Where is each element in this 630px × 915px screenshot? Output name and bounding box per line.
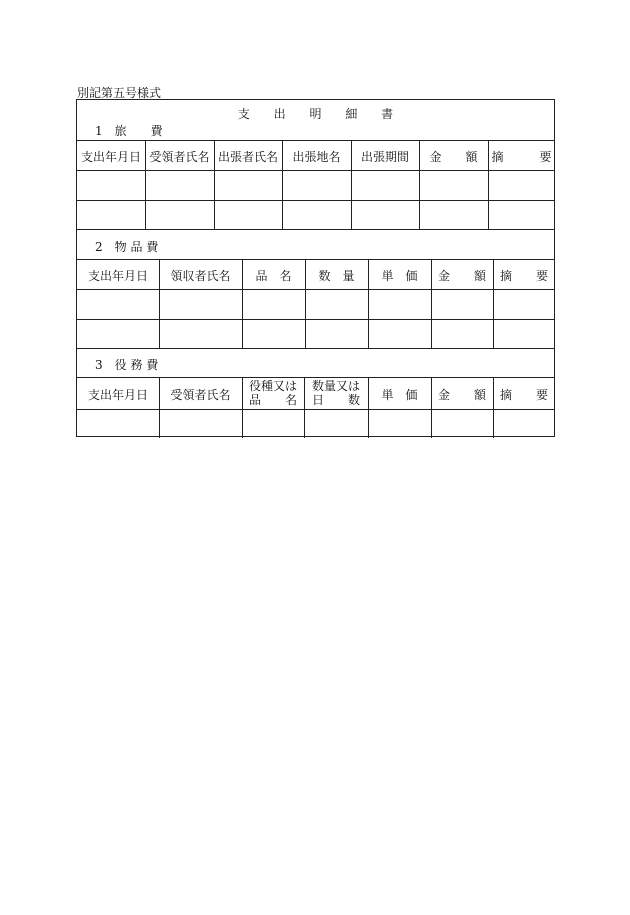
section-name: 旅 費 <box>114 124 163 138</box>
title-char: 明 <box>309 107 322 121</box>
title-char: 細 <box>345 107 358 121</box>
section-service-label <box>95 356 158 373</box>
section-number: 1 <box>95 124 103 138</box>
col-header: 領収者氏名 <box>170 269 231 283</box>
section-goods-label <box>95 238 158 255</box>
section-number: 3 <box>95 358 103 372</box>
expense-detail-form <box>76 99 555 437</box>
col-header: 出張期間 <box>360 150 409 164</box>
title-char: 出 <box>273 107 286 121</box>
col-header: 数 量 <box>318 269 355 283</box>
col-header: 受領者氏名 <box>149 150 210 164</box>
col-header: 摘 要 <box>499 269 548 283</box>
col-header: 支出年月日 <box>87 388 148 402</box>
section-name: 物 品 費 <box>114 240 159 254</box>
col-header: 摘 要 <box>491 150 552 164</box>
col-header: 出張地名 <box>292 150 341 164</box>
col-header: 品 名 <box>255 269 292 283</box>
form-label: 別記第五号様式 <box>77 86 162 100</box>
title-char: 支 <box>237 107 250 121</box>
col-header: 受領者氏名 <box>170 388 231 402</box>
form-title <box>77 105 554 122</box>
col-header: 金 額 <box>429 150 478 164</box>
col-header: 出張者氏名 <box>217 150 278 164</box>
col-header: 支出年月日 <box>87 269 148 283</box>
col-header: 単 価 <box>381 269 418 283</box>
col-header: 金 額 <box>437 388 486 402</box>
section-travel-label <box>95 122 163 139</box>
section-name: 役 務 費 <box>114 358 159 372</box>
col-header: 支出年月日 <box>80 150 141 164</box>
section-number: 2 <box>95 240 103 254</box>
col-header: 金 額 <box>437 269 486 283</box>
title-char: 書 <box>381 107 394 121</box>
col-header: 単 価 <box>381 388 418 402</box>
col-header: 摘 要 <box>499 388 548 402</box>
col-header: 役種又は 品 名 <box>248 379 297 407</box>
col-header: 数量又は 日 数 <box>311 379 360 407</box>
